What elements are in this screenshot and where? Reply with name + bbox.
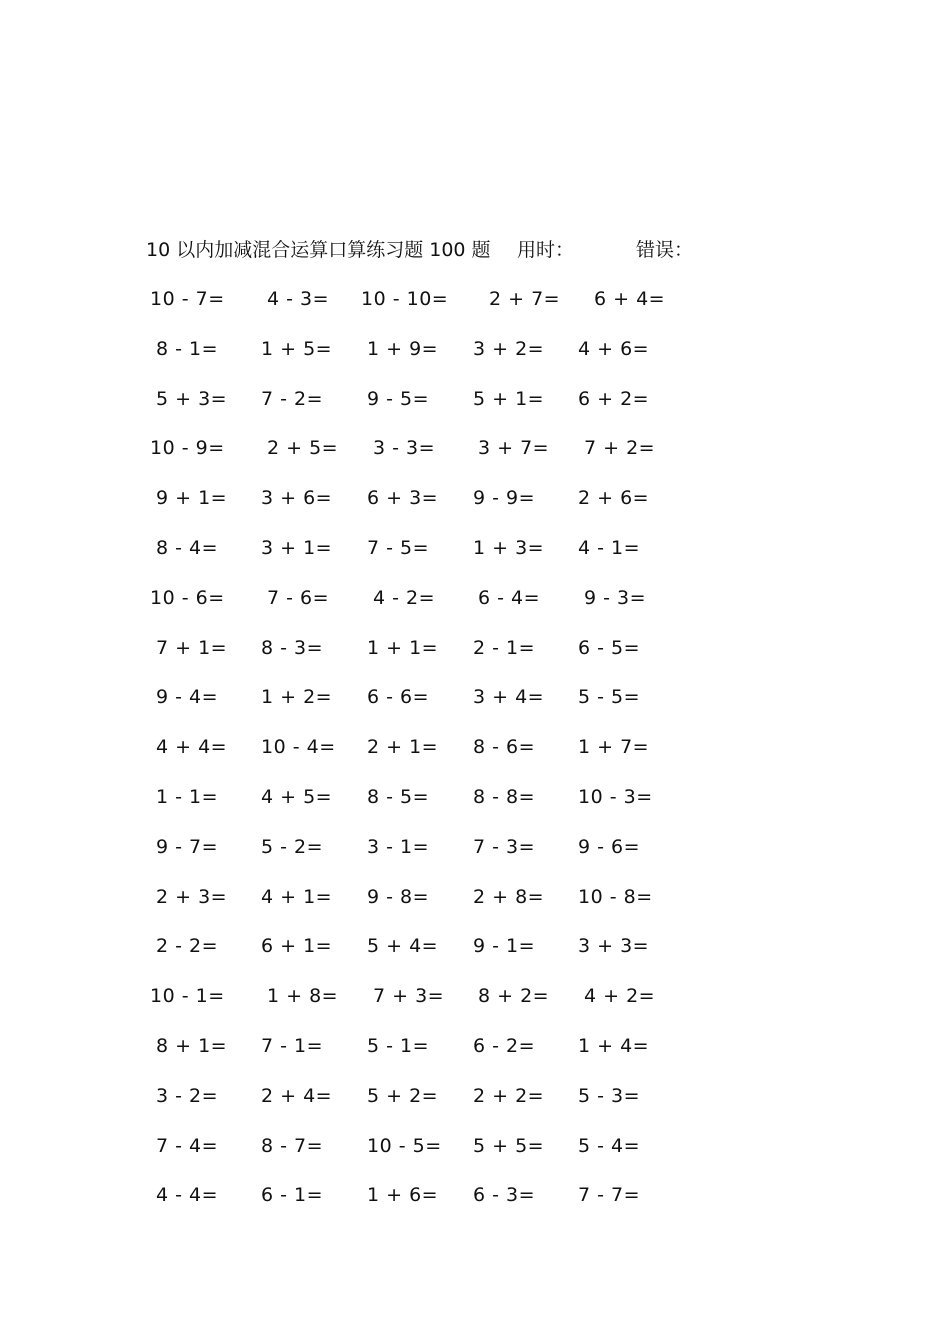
problem-item: 10 - 6= <box>150 586 225 609</box>
problem-item: 5 - 4= <box>578 1134 641 1157</box>
problem-row <box>0 1033 950 1083</box>
problem-item: 8 - 4= <box>156 536 219 559</box>
problem-item: 2 + 7= <box>489 288 561 310</box>
problem-item: 2 - 2= <box>156 935 219 958</box>
problem-row <box>0 336 950 386</box>
problem-item: 7 + 1= <box>156 636 228 659</box>
problem-item: 10 - 4= <box>261 736 336 759</box>
problem-item: 10 - 8= <box>578 885 653 908</box>
problem-row <box>0 386 950 436</box>
problem-item: 10 - 7= <box>150 288 225 310</box>
problem-row <box>0 485 950 535</box>
problem-row <box>0 684 950 734</box>
problem-item: 8 - 7= <box>261 1134 324 1157</box>
problem-item: 2 - 1= <box>473 636 536 659</box>
problem-item: 6 + 3= <box>367 487 439 510</box>
problem-item: 1 + 1= <box>367 636 439 659</box>
problem-item: 9 - 5= <box>367 387 430 410</box>
problem-item: 1 + 3= <box>473 536 545 559</box>
problem-item: 4 - 4= <box>156 1184 219 1207</box>
problem-item: 2 + 8= <box>473 885 545 908</box>
problem-item: 1 + 8= <box>267 985 339 1008</box>
problem-item: 1 + 7= <box>578 736 650 759</box>
problem-row <box>0 635 950 685</box>
problem-item: 8 + 1= <box>156 1034 228 1057</box>
problem-row <box>0 834 950 884</box>
problem-item: 4 - 2= <box>373 586 436 609</box>
problem-item: 9 - 8= <box>367 885 430 908</box>
problem-item: 9 + 1= <box>156 487 228 510</box>
problem-item: 1 + 9= <box>367 337 439 360</box>
problem-item: 3 + 4= <box>473 686 545 709</box>
problem-item: 6 - 3= <box>473 1184 536 1207</box>
problem-item: 6 - 1= <box>261 1184 324 1207</box>
problem-item: 9 - 6= <box>578 835 641 858</box>
problem-item: 6 - 6= <box>367 686 430 709</box>
problem-item: 3 + 7= <box>478 437 550 460</box>
problem-item: 3 - 3= <box>373 437 436 460</box>
problem-item: 10 - 3= <box>578 785 653 808</box>
problem-item: 4 + 6= <box>578 337 650 360</box>
problem-row <box>0 535 950 585</box>
problem-item: 9 - 3= <box>584 586 647 609</box>
problem-item: 8 - 3= <box>261 636 324 659</box>
problem-item: 1 + 6= <box>367 1184 439 1207</box>
problem-item: 4 - 3= <box>267 288 330 310</box>
error-count-label: 错误： <box>636 239 694 261</box>
problem-item: 10 - 5= <box>367 1134 442 1157</box>
problem-item: 7 - 5= <box>367 536 430 559</box>
problem-item: 6 - 5= <box>578 636 641 659</box>
problem-item: 5 + 1= <box>473 387 545 410</box>
problem-item: 7 + 3= <box>373 985 445 1008</box>
problem-item: 2 + 6= <box>578 487 650 510</box>
problem-item: 3 + 2= <box>473 337 545 360</box>
problem-item: 2 + 5= <box>267 437 339 460</box>
problem-item: 9 - 4= <box>156 686 219 709</box>
problem-item: 3 + 3= <box>578 935 650 958</box>
problem-item: 1 - 1= <box>156 785 219 808</box>
problem-item: 3 + 1= <box>261 536 333 559</box>
problem-item: 3 - 2= <box>156 1084 219 1107</box>
time-used-label: 用时： <box>517 239 575 261</box>
problem-row <box>0 286 950 336</box>
problem-item: 4 + 1= <box>261 885 333 908</box>
problem-item: 5 + 4= <box>367 935 439 958</box>
problem-row <box>0 734 950 784</box>
problem-item: 7 - 4= <box>156 1134 219 1157</box>
problem-item: 10 - 10= <box>361 288 449 310</box>
problem-row <box>0 933 950 983</box>
problem-item: 3 + 6= <box>261 487 333 510</box>
problem-item: 6 - 2= <box>473 1034 536 1057</box>
problem-item: 2 + 2= <box>473 1084 545 1107</box>
problem-item: 1 + 2= <box>261 686 333 709</box>
problem-item: 4 + 4= <box>156 736 228 759</box>
problem-item: 2 + 1= <box>367 736 439 759</box>
problem-item: 5 - 1= <box>367 1034 430 1057</box>
problem-item: 4 - 1= <box>578 536 641 559</box>
problem-row <box>0 1083 950 1133</box>
problem-item: 8 - 6= <box>473 736 536 759</box>
problem-item: 5 + 5= <box>473 1134 545 1157</box>
problem-item: 6 + 1= <box>261 935 333 958</box>
problem-item: 5 + 3= <box>156 387 228 410</box>
problem-item: 9 - 9= <box>473 487 536 510</box>
problem-item: 5 + 2= <box>367 1084 439 1107</box>
problem-item: 8 - 1= <box>156 337 219 360</box>
problem-item: 5 - 5= <box>578 686 641 709</box>
problem-item: 4 + 2= <box>584 985 656 1008</box>
problem-item: 10 - 1= <box>150 985 225 1008</box>
problem-row <box>0 784 950 834</box>
problem-item: 2 + 4= <box>261 1084 333 1107</box>
problem-item: 8 - 5= <box>367 785 430 808</box>
problem-item: 9 - 7= <box>156 835 219 858</box>
problem-item: 10 - 9= <box>150 437 225 460</box>
problem-item: 1 + 4= <box>578 1034 650 1057</box>
problem-item: 7 - 3= <box>473 835 536 858</box>
problem-item: 5 - 3= <box>578 1084 641 1107</box>
worksheet-title: 10 以内加减混合运算口算练习题 100 题 <box>146 239 491 261</box>
problem-item: 7 - 6= <box>267 586 330 609</box>
problem-item: 5 - 2= <box>261 835 324 858</box>
problem-item: 7 - 2= <box>261 387 324 410</box>
problem-grid <box>0 286 950 1232</box>
problem-item: 9 - 1= <box>473 935 536 958</box>
problem-item: 7 - 7= <box>578 1184 641 1207</box>
problem-item: 7 + 2= <box>584 437 656 460</box>
problem-row <box>0 884 950 934</box>
problem-row <box>0 1133 950 1183</box>
problem-row <box>0 585 950 635</box>
problem-item: 3 - 1= <box>367 835 430 858</box>
problem-item: 1 + 5= <box>261 337 333 360</box>
problem-row <box>0 1182 950 1232</box>
problem-item: 6 - 4= <box>478 586 541 609</box>
problem-item: 7 - 1= <box>261 1034 324 1057</box>
problem-item: 6 + 2= <box>578 387 650 410</box>
problem-item: 2 + 3= <box>156 885 228 908</box>
problem-item: 4 + 5= <box>261 785 333 808</box>
problem-item: 8 + 2= <box>478 985 550 1008</box>
problem-item: 8 - 8= <box>473 785 536 808</box>
problem-row <box>0 983 950 1033</box>
problem-row <box>0 435 950 485</box>
problem-item: 6 + 4= <box>594 288 666 310</box>
